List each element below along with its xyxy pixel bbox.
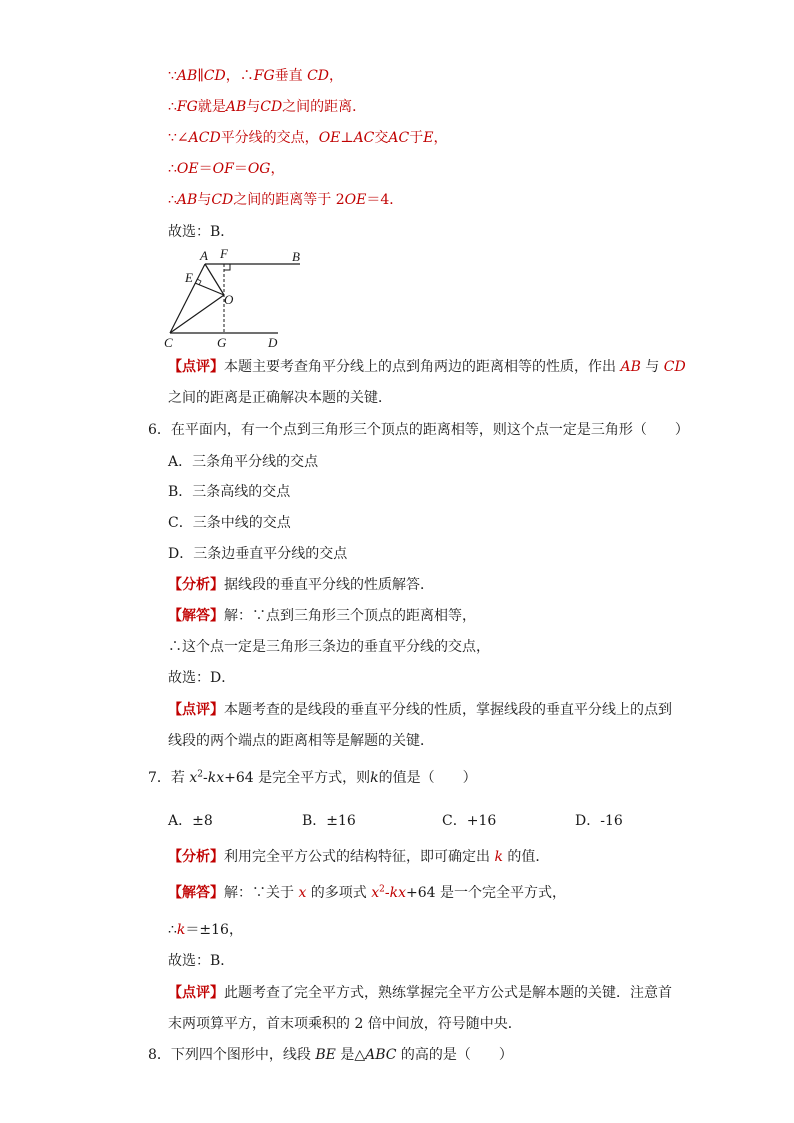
- q7-review-line-1: 【点评】此题考查了完全平方式，熟练掌握完全平方公式是解本题的关键．注意首: [168, 985, 672, 1001]
- q6-option-b: B．三条高线的交点: [168, 484, 291, 500]
- q7-option-b: B．±16: [302, 813, 356, 829]
- q5-line-2: ∴FG就是AB与CD之间的距离．: [168, 99, 367, 115]
- q5-line-4: ∴OE＝OF＝OG，: [168, 161, 285, 177]
- q5-line-3: ∵∠ACD平分线的交点，OE⊥AC交AC于E，: [168, 130, 448, 146]
- q7-choice: 故选：B．: [168, 953, 235, 969]
- q5-choice: 故选：B．: [168, 224, 235, 240]
- q6-review-line-2: 线段的两个端点的距离相等是解题的关键．: [168, 733, 434, 749]
- q7-option-c: C．+16: [442, 813, 497, 829]
- q6-review-line-1: 【点评】本题考查的是线段的垂直平分线的性质，掌握线段的垂直平分线上的点到: [168, 702, 672, 718]
- q6-answer-2: ∴这个点一定是三角形三条边的垂直平分线的交点，: [168, 639, 490, 655]
- q7-result: ∴k＝±16，: [168, 922, 243, 938]
- q6-option-d: D．三条边垂直平分线的交点: [168, 546, 348, 562]
- q7-stem: 7．若 $x^2-kx+64$ 是完全平方式，则k的值是（ ）: [148, 769, 477, 786]
- label-a: A: [200, 248, 208, 263]
- geometry-figure: [160, 244, 310, 354]
- q7-answer: 【解答】解：∵关于 x 的多项式 $x^2-kx+64$ 是一个完全平方式，: [168, 884, 567, 901]
- q6-option-c: C．三条中线的交点: [168, 515, 291, 531]
- q6-stem: 6．在平面内，有一个点到三角形三个顶点的距离相等，则这个点一定是三角形（ ）: [148, 422, 689, 438]
- q8-stem: 8．下列四个图形中，线段 BE 是△ABC 的高的是（ ）: [148, 1047, 513, 1063]
- label-f: F: [220, 246, 228, 261]
- label-d: D: [268, 335, 278, 350]
- q6-choice: 故选：D．: [168, 670, 236, 686]
- q7-analysis: 【分析】利用完全平方公式的结构特征，即可确定出 k 的值．: [168, 849, 550, 865]
- q6-answer: 【解答】解：∵点到三角形三个顶点的距离相等，: [168, 608, 476, 624]
- label-e: E: [185, 270, 193, 285]
- q6-option-a: A．三条角平分线的交点: [168, 454, 319, 470]
- line-co: [170, 295, 224, 333]
- label-g: G: [217, 335, 227, 350]
- q5-line-1: ∵AB∥CD，∴FG垂直 CD，: [168, 68, 344, 84]
- label-o: O: [224, 292, 234, 307]
- q7-option-d: D．-16: [575, 813, 623, 829]
- q6-analysis: 【分析】据线段的垂直平分线的性质解答．: [168, 577, 434, 593]
- right-angle-f: [224, 264, 230, 270]
- label-b: B: [292, 249, 300, 264]
- q7-review-line-2: 末两项算平方，首末项乘积的 2 倍中间放，符号随中央．: [168, 1016, 522, 1032]
- q7-option-a: A．±8: [168, 813, 213, 829]
- q5-review-line-1: 【点评】本题主要考查角平分线上的点到角两边的距离相等的性质，作出 AB 与 CD: [168, 359, 686, 375]
- q5-review-line-2: 之间的距离是正确解决本题的关键．: [168, 390, 392, 406]
- line-ao: [205, 264, 224, 295]
- label-c: C: [164, 335, 173, 350]
- q5-line-5: ∴AB与CD之间的距离等于 2OE＝4．: [168, 192, 404, 208]
